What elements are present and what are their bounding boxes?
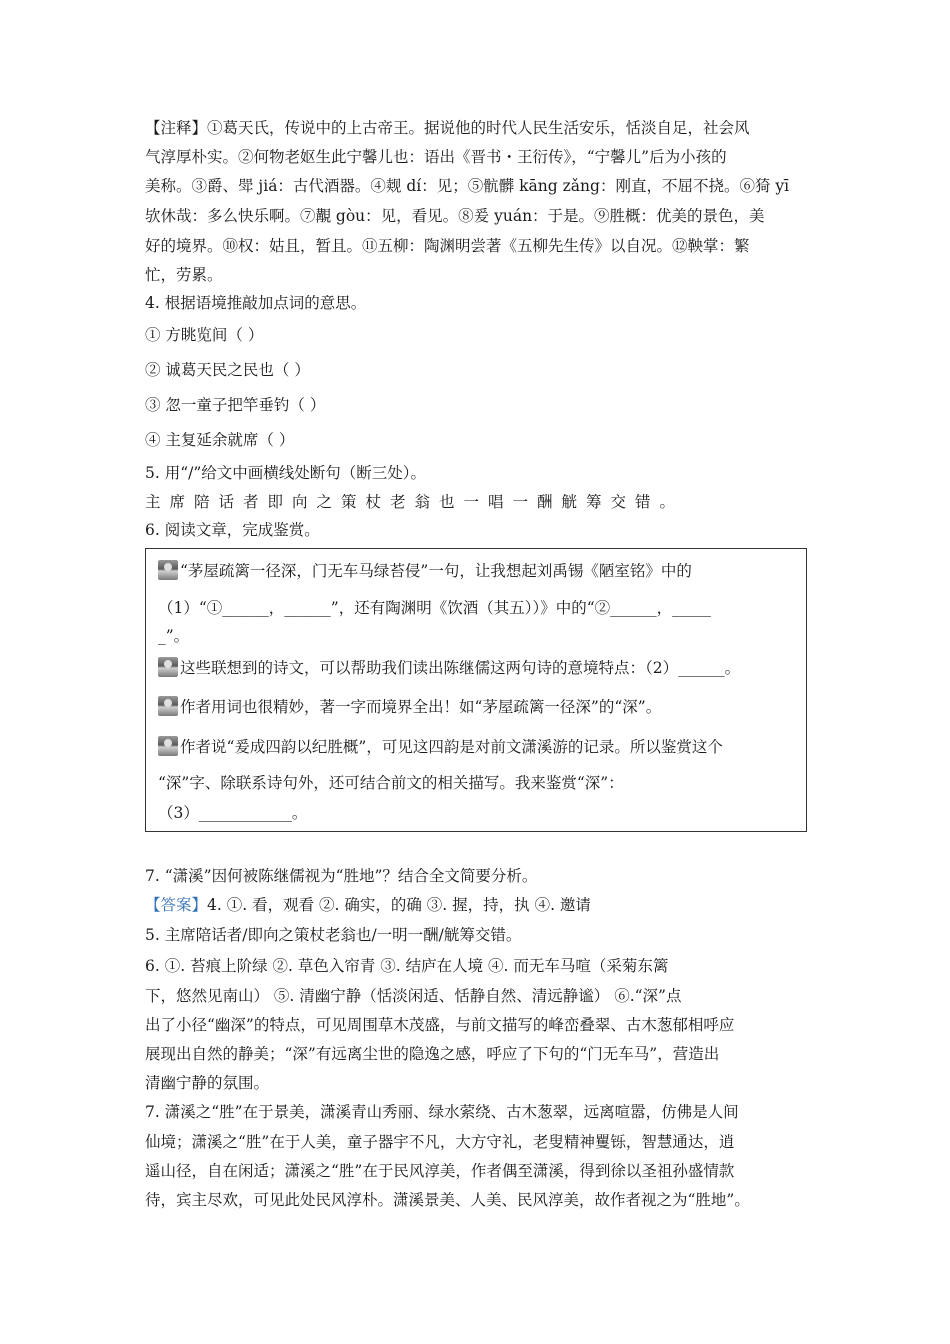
box-text-6: 作者说“爰成四韵以纪胜概”，可见这四韵是对前文潇溪游的记录。所以鉴赏这个 — [180, 738, 723, 756]
q4-item-1: ① 方眺览间（ ） — [145, 326, 264, 344]
notes-line-1: 【注释】①葛天氏，传说中的上古帝王。据说他的时代人民生活安乐，恬淡自足，社会风 — [145, 119, 750, 137]
q5-text: 主席陪话者即向之策杖老翁也一唱一酬觥筹交错。 — [145, 493, 685, 511]
student-avatar-icon — [158, 696, 178, 716]
box-line-5 — [158, 695, 661, 717]
q4-title: 4. 根据语境推敲加点词的意思。 — [145, 294, 367, 312]
q4-item-3: ③ 忽一童子把竿垂钓（ ） — [145, 396, 326, 414]
answer-6-line-5: 清幽宁静的氛围。 — [145, 1074, 270, 1092]
box-line-3: _”。 — [158, 627, 190, 645]
answer-7-line-4: 待，宾主尽欢，可见此处民风淳朴。潇溪景美、人美、民风淳美，故作者视之为“胜地”。 — [145, 1191, 750, 1209]
box-line-8: （3）____________。 — [158, 804, 308, 822]
answer-6-line-3: 出了小径“幽深”的特点，可见周围草木茂盛，与前文描写的峰峦叠翠、古木葱郁相呼应 — [145, 1016, 735, 1034]
answer-4-text: 4. ①. 看，观看 ②. 确实，的确 ③. 握，持，执 ④. 邀请 — [207, 896, 591, 914]
box-line-2: （1）“①______，______”，还有陶渊明《饮酒（其五））》中的“②______，_____ — [158, 599, 711, 617]
answer-7-line-3: 遥山径，自在闲适；潇溪之“胜”在于民风淳美，作者偶至潇溪，得到徐以圣祖孙盛情款 — [145, 1162, 735, 1180]
q5-title: 5. 用“/”给文中画横线处断句（断三处）。 — [145, 464, 427, 482]
answer-tag: 【答案】 — [145, 896, 208, 914]
q4-item-2: ② 诚葛天民之民也（ ） — [145, 361, 310, 379]
notes-line-6: 忙，劳累。 — [145, 266, 223, 284]
box-text-5: 作者用词也很精妙，著一字而境界全出！如“茅屋疏篱一径深”的“深”。 — [180, 698, 662, 716]
box-line-4 — [158, 656, 740, 678]
student-avatar-icon — [158, 736, 178, 756]
answer-7-line-1: 7. 潇溪之“胜”在于景美，潇溪青山秀丽、绿水萦绕、古木葱翠，远离喧嚣，仿佛是人间 — [145, 1103, 739, 1121]
box-text-1: “茅屋疏篱一径深，门无车马绿苔侵”一句，让我想起刘禹锡《陋室铭》中的 — [180, 562, 692, 580]
answer-6-line-2: 下，悠然见南山） ⑤. 清幽宁静（恬淡闲适、恬静自然、清远静谧） ⑥.“深”点 — [145, 987, 682, 1005]
box-line-6 — [158, 735, 723, 757]
answer-4 — [145, 893, 591, 915]
box-text-4: 这些联想到的诗文，可以帮助我们读出陈继儒这两句诗的意境特点：（2）______。 — [180, 659, 741, 677]
box-line-1 — [158, 559, 692, 581]
notes-line-3: 美称。③爵、斝 jiá：古代酒器。④觌 dí：见；⑤骯髒 kāng zǎng：刚直，不屈不挠。⑥猗 yī — [145, 177, 790, 195]
answer-6-line-1: 6. ①. 苔痕上阶绿 ②. 草色入帘青 ③. 结庐在人境 ④. 而无车马喧（采菊东篱 — [145, 957, 669, 975]
q4-item-4: ④ 主复延余就席（ ） — [145, 431, 295, 449]
q7-title: 7. “潇溪”因何被陈继儒视为“胜地”？结合全文简要分析。 — [145, 867, 538, 885]
answer-7-line-2: 仙境；潇溪之“胜”在于人美，童子器宇不凡，大方守礼，老叟精神矍铄，智慧通达，逍 — [145, 1133, 735, 1151]
notes-line-4: 欤休哉：多么快乐啊。⑦覯 gòu：见，看见。⑧爰 yuán：于是。⑨胜概：优美的景色，美 — [145, 207, 765, 225]
answer-6-line-4: 展现出自然的静美；“深”有远离尘世的隐逸之感，呼应了下句的“门无车马”，营造出 — [145, 1045, 720, 1063]
student-avatar-icon — [158, 657, 178, 677]
box-line-7: “深”字、除联系诗句外，还可结合前文的相关描写。我来鉴赏“深”： — [158, 774, 624, 792]
notes-line-5: 好的境界。⑩权：姑且，暂且。⑪五柳：陶渊明尝著《五柳先生传》以自况。⑫鞅掌：繁 — [145, 237, 750, 255]
answer-5: 5. 主席陪话者/即向之策杖老翁也/一明一酬/觥筹交错。 — [145, 926, 522, 944]
appreciation-box — [145, 548, 807, 832]
student-avatar-icon — [158, 560, 178, 580]
q6-title: 6. 阅读文章，完成鉴赏。 — [145, 521, 320, 539]
notes-line-2: 气淳厚朴实。②何物老妪生此宁馨儿也：语出《晋书・王衍传》，“宁馨儿”后为小孩的 — [145, 148, 727, 166]
